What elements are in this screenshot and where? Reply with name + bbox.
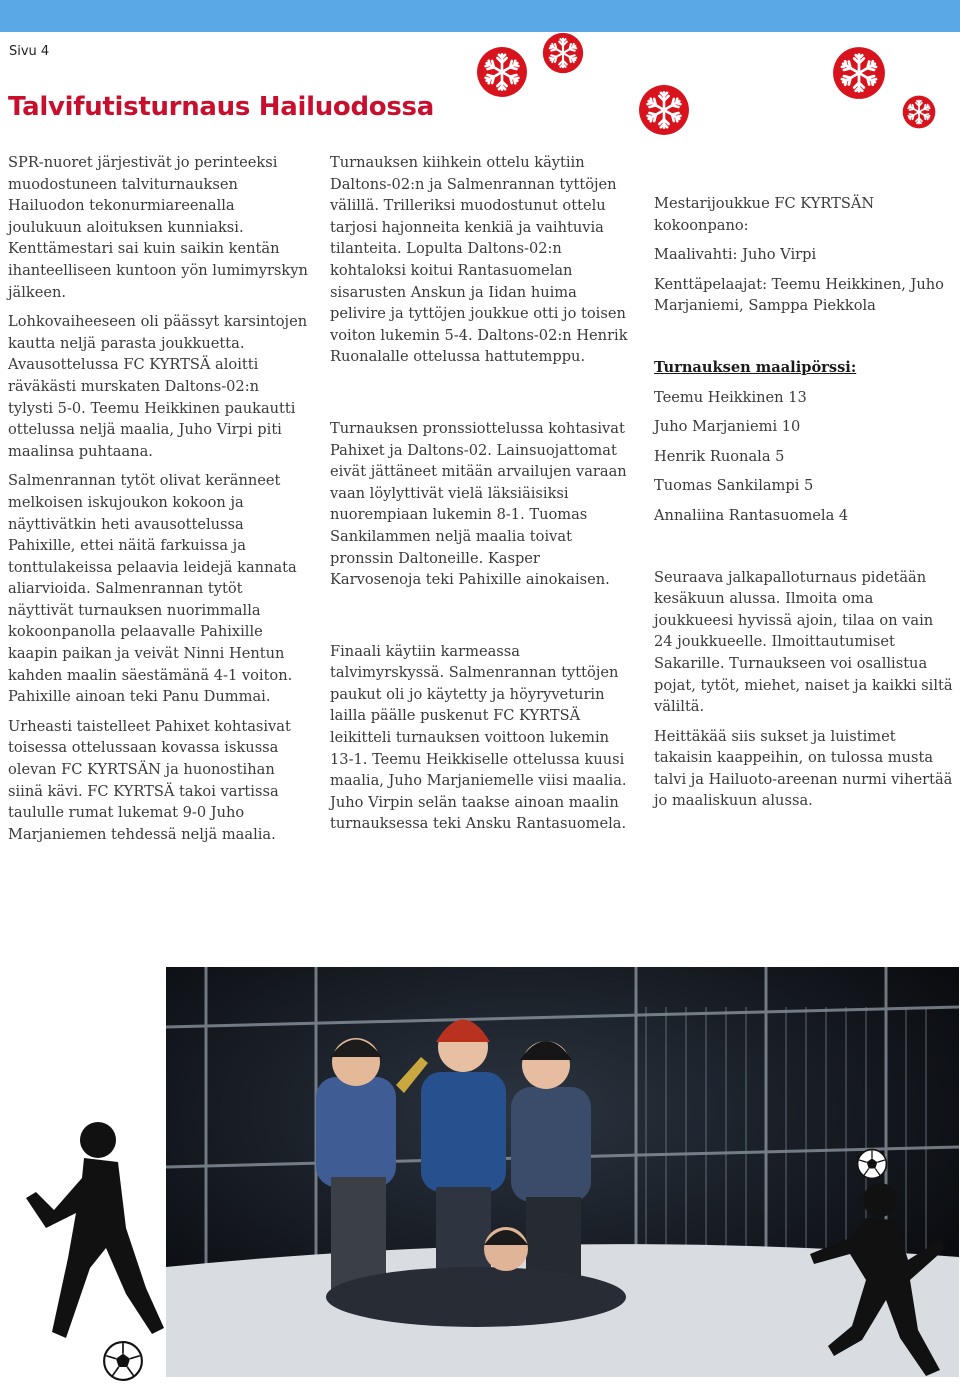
field-players-line: Kenttäpelaajat: Teemu Heikkinen, Juho Marjaniemi, Samppa Piekkola [654, 275, 944, 315]
scorer-item: Teemu Heikkinen 13 [654, 388, 807, 406]
page-title: Talvifutisturnaus Hailuodossa [8, 92, 434, 122]
paragraph: Seuraava jalkapalloturnaus pidetään kesäkuun alussa. Ilmoita oma joukkueesi hyvissä ajoin, tilaa on vain 24 joukkueelle. Ilmoittautumiset Sakarille. Turnaukseen voi osallistua pojat, tytöt, miehet, naiset ja kaikki siltä väliltä. [654, 568, 953, 716]
article-column-3 [654, 193, 954, 820]
paragraph: Turnauksen kiihkein ottelu käytiin Daltons-02:n ja Salmenrannan tyttöjen välillä. Trilleriksi muodostunut ottelu tarjosi hajonneita kenkiä ja vaihtuvia tilanteita. Lopulta Daltons-02:n kohtaloksi koitui Rantasuomelan sisarusten Anskun ja Iidan huima pelivire ja tyttöjen joukkue otti jo toisen voiton lukemin 5-4. Daltons-02:n Henrik Ruonalalle ottelussa hattutemppu. [330, 154, 628, 366]
lineup-intro: Mestarijoukkue FC KYRTSÄN kokoonpano: [654, 195, 875, 234]
snowflake-icon [542, 32, 584, 74]
scorer-item: Juho Marjaniemi 10 [654, 418, 801, 436]
paragraph: SPR-nuoret järjestivät jo perinteeksi muodostuneen talviturnauksen Hailuodon tekonurmiareenalla joulukuun aloituksen kunniaksi. Kenttämestari sai kuin saikin kentän ihanteelliseen kuntoon yön lumimyrskyn jälkeen. [8, 154, 308, 301]
scorers-heading: Turnauksen maalipörssi: [654, 358, 857, 376]
snowflake-icon [476, 46, 528, 98]
article-column-1 [8, 152, 308, 853]
paragraph: Salmenrannan tytöt olivat keränneet melkoisen iskujoukon kokoon ja näyttivätkin heti avausottelussa Pahixille, ettei näitä farkuissa ja tonttulakeissa pelaavia leidejä kannata aliarvioida. Salmenrannan tytöt näyttivät turnauksen nuorimmalla kokoonpanolla pelaavalle Pahixille kaapin paikan ja veivät Ninni Hentun kahden maalin säestämänä 4-1 voiton. Pahixille ainoan teki Panu Dummai. [8, 472, 297, 706]
snowflake-icon [902, 95, 936, 129]
goalkeeper-line: Maalivahti: Juho Virpi [654, 246, 817, 264]
paragraph: Lohkovaiheeseen oli päässyt karsintojen kautta neljä parasta joukkuetta. Avausottelussa FC KYRTSÄ aloitti räväkästi murskaten Daltons-02:n tylysti 5-0. Teemu Heikkinen paukautti ottelussa neljä maalia, Juho Virpi piti maalinsa puhtaana. [8, 313, 308, 460]
scorer-item: Henrik Ruonala 5 [654, 447, 785, 465]
top-bar [0, 0, 960, 32]
page-number: Sivu 4 [9, 44, 50, 59]
player-silhouette-icon [6, 1118, 176, 1383]
paragraph: Heittäkää siis sukset ja luistimet takaisin kaappeihin, on tulossa musta talvi ja Hailuoto-areenan nurmi vihertää jo maaliskuun alussa. [654, 727, 953, 810]
paragraph: Turnauksen pronssiottelussa kohtasivat Pahixet ja Daltons-02. Lainsuojattomat eivät jättäneet mitään arvailujen varaan vaan löylyttivät vielä läksiäisiksi nuorempiaan lukemin 8-1. Tuomas Sankilammen neljä maalia toivat pronssin Daltoneille. Kasper Karvosenoja teki Pahixille ainokaisen. [330, 419, 627, 589]
football-icon [856, 1148, 888, 1180]
paragraph: Urheasti taistelleet Pahixet kohtasivat toisessa ottelussaan kovassa iskussa olevan FC KYRTSÄN ja huonostihan siinä kävi. FC KYRTSÄ takoi vartissa taululle rumat lukemat 9-0 Juho Marjaniemen tehdessä neljä maalia. [8, 717, 291, 843]
snowflake-icon [638, 84, 690, 136]
scorer-item: Tuomas Sankilampi 5 [654, 477, 814, 495]
scorer-item: Annaliina Rantasuomela 4 [654, 506, 849, 524]
snowflake-icon [832, 46, 886, 100]
paragraph: Finaali käytiin karmeassa talvimyrskyssä. Salmenrannan tyttöjen paukut oli jo käytetty ja höyryveturin lailla päälle puskenut FC KYRTSÄ leikitteli turnauksen voittoon lukemin 13-1. Teemu Heikkiselle ottelussa kuusi maalia, Juho Marjaniemelle viisi maalia. Juho Virpin selän taakse ainoan maalin turnauksessa teki Ansku Rantasuomela. [330, 642, 627, 833]
player-silhouette-icon [800, 1180, 955, 1380]
article-column-2 [330, 152, 630, 843]
